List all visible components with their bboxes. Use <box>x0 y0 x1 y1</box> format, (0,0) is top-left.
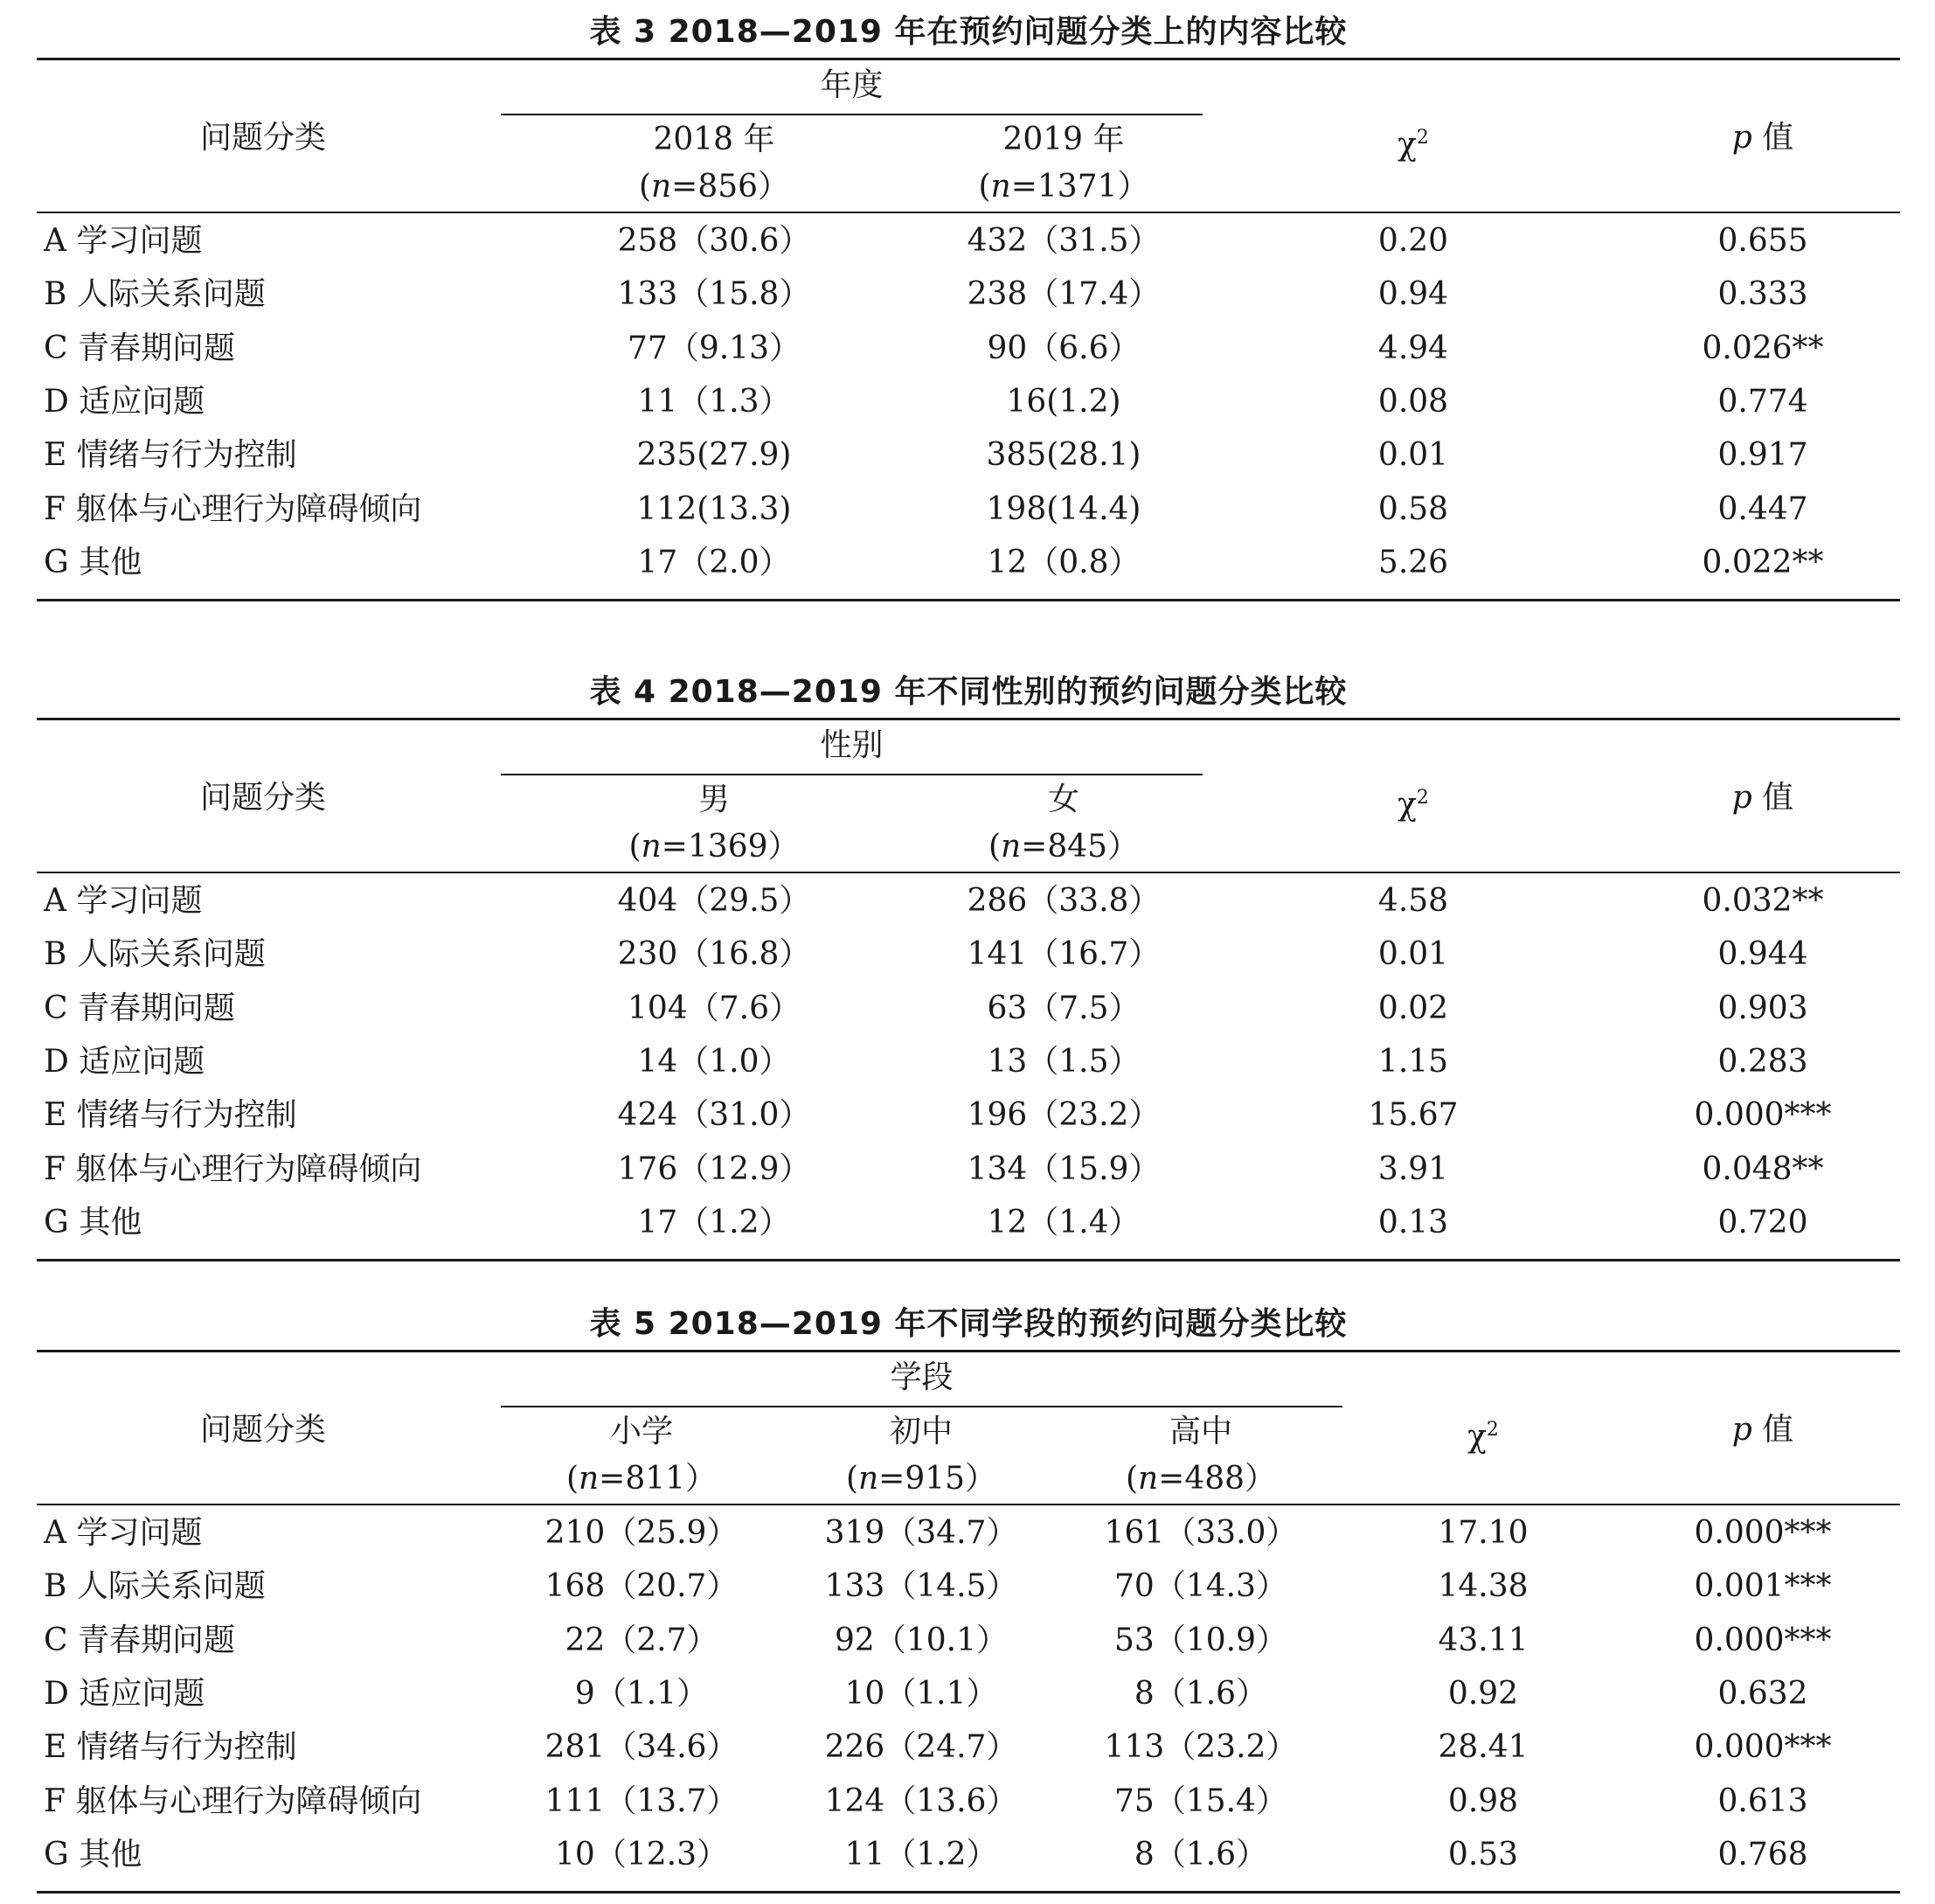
row-p-value: 0.333 <box>1717 276 1808 313</box>
row-value: 12（1.4） <box>987 1204 1141 1240</box>
row-value: 12（0.8） <box>987 544 1141 580</box>
row-value: 424（31.0） <box>617 1097 811 1134</box>
row-chi-square: 0.58 <box>1377 490 1449 527</box>
row-value: 134（15.9） <box>967 1150 1161 1187</box>
paren: ( <box>628 829 642 865</box>
row-p-value: 0.048** <box>1702 1150 1824 1187</box>
row-value: 22（2.7） <box>565 1622 718 1658</box>
column-header: 女 <box>1047 782 1080 817</box>
column-n <box>978 168 1148 206</box>
row-category: A 学习问题 <box>44 223 203 259</box>
row-category: B 人际关系问题 <box>44 276 266 313</box>
row-chi-square: 0.02 <box>1377 990 1449 1026</box>
column-header: 2018 年 <box>653 122 775 157</box>
row-value: 113（23.2） <box>1104 1729 1298 1766</box>
row-value: 404（29.5） <box>617 883 811 919</box>
row-value: 8（1.6） <box>1134 1836 1268 1873</box>
n-value: =811） <box>599 1461 718 1497</box>
row-value: 141（16.7） <box>967 936 1161 973</box>
row-value: 124（13.6） <box>824 1782 1018 1819</box>
group-underline <box>501 774 1203 775</box>
row-chi-square: 3.91 <box>1377 1150 1449 1187</box>
row-chi-square: 14.38 <box>1438 1568 1529 1605</box>
row-p-value: 0.944 <box>1717 936 1808 973</box>
row-value: 319（34.7） <box>824 1515 1018 1551</box>
paren: ( <box>845 1461 858 1497</box>
bottom-rule <box>37 1259 1900 1261</box>
n-value: =856） <box>671 169 790 205</box>
row-value: 230（16.8） <box>617 936 811 973</box>
row-value: 70（14.3） <box>1114 1568 1287 1605</box>
row-chi-square: 0.92 <box>1447 1675 1519 1712</box>
table-caption: 表 4 2018—2019 年不同性别的预约问题分类比较 <box>589 674 1348 710</box>
row-value: 286（33.8） <box>967 883 1161 919</box>
row-value: 226（24.7） <box>824 1729 1018 1766</box>
bottom-rule <box>37 599 1900 601</box>
row-category: E 情绪与行为控制 <box>44 437 297 474</box>
chi-symbol: χ <box>1398 127 1417 163</box>
row-value: 238（17.4） <box>967 276 1161 313</box>
row-chi-square: 0.20 <box>1377 223 1449 259</box>
row-category: G 其他 <box>44 1204 142 1240</box>
row-p-value: 0.000*** <box>1694 1729 1832 1766</box>
p-value-header <box>1732 1411 1794 1449</box>
row-value: 77（9.13） <box>628 330 801 366</box>
column-n <box>988 828 1139 866</box>
n-symbol: n <box>1000 829 1022 865</box>
row-value: 385(28.1) <box>986 437 1141 474</box>
row-value: 161（33.0） <box>1104 1515 1298 1551</box>
column-header: 初中 <box>889 1414 954 1449</box>
group-header: 学段 <box>890 1359 954 1395</box>
group-header: 性别 <box>820 727 884 763</box>
header-rule <box>37 1504 1900 1505</box>
row-chi-square: 43.11 <box>1438 1622 1529 1658</box>
row-value: 235(27.9) <box>636 437 792 474</box>
row-category: C 青春期问题 <box>44 990 235 1026</box>
paren: ( <box>638 169 651 205</box>
row-value: 168（20.7） <box>544 1568 739 1605</box>
row-value: 8（1.6） <box>1134 1675 1268 1712</box>
row-category: E 情绪与行为控制 <box>44 1729 297 1766</box>
p-suffix: 值 <box>1751 1412 1794 1448</box>
group-underline <box>501 114 1203 115</box>
row-category: B 人际关系问题 <box>44 936 266 973</box>
row-value: 104（7.6） <box>628 990 801 1026</box>
n-symbol: n <box>1137 1461 1159 1497</box>
row-chi-square: 5.26 <box>1377 544 1449 580</box>
row-chi-square: 4.58 <box>1377 883 1449 919</box>
chi-exponent: 2 <box>1486 1419 1499 1441</box>
row-p-value: 0.632 <box>1717 1675 1808 1712</box>
row-chi-square: 0.08 <box>1377 383 1449 420</box>
table-block <box>37 660 1900 1272</box>
row-p-value: 0.022** <box>1702 544 1824 580</box>
p-suffix: 值 <box>1751 780 1794 816</box>
row-p-value: 0.026** <box>1702 330 1824 366</box>
paren: ( <box>978 169 991 205</box>
row-chi-square: 0.53 <box>1447 1836 1519 1873</box>
row-category: E 情绪与行为控制 <box>44 1097 297 1134</box>
column-header: 小学 <box>609 1414 674 1449</box>
chi-symbol: χ <box>1398 787 1417 823</box>
row-value: 92（10.1） <box>835 1622 1008 1658</box>
p-suffix: 值 <box>1751 120 1794 156</box>
column-header: 男 <box>697 782 731 817</box>
n-symbol: n <box>641 829 662 865</box>
row-value: 198(14.4) <box>986 490 1141 527</box>
row-value: 133（14.5） <box>824 1568 1018 1605</box>
row-value: 16(1.2) <box>1006 383 1121 420</box>
row-category: A 学习问题 <box>44 1515 203 1551</box>
top-rule <box>37 718 1900 720</box>
paren: ( <box>1125 1461 1138 1497</box>
row-category: G 其他 <box>44 1836 142 1873</box>
row-value: 9（1.1） <box>574 1675 709 1712</box>
row-category: G 其他 <box>44 544 142 580</box>
row-value: 17（1.2） <box>637 1204 791 1240</box>
n-symbol: n <box>990 169 1011 205</box>
row-p-value: 0.447 <box>1717 490 1808 527</box>
column-header: 2019 年 <box>1002 122 1125 157</box>
category-header: 问题分类 <box>200 780 327 816</box>
row-value: 176（12.9） <box>617 1150 811 1187</box>
n-symbol: n <box>650 169 672 205</box>
category-header: 问题分类 <box>200 1412 327 1448</box>
row-value: 432（31.5） <box>967 223 1161 259</box>
table-caption: 表 5 2018—2019 年不同学段的预约问题分类比较 <box>589 1306 1348 1342</box>
chi-square-header <box>1398 779 1429 824</box>
row-chi-square: 0.01 <box>1377 936 1449 973</box>
row-value: 90（6.6） <box>987 330 1141 366</box>
row-category: F 躯体与心理行为障碍倾向 <box>44 1150 422 1187</box>
paren: ( <box>988 829 1001 865</box>
group-header: 年度 <box>820 67 884 103</box>
chi-exponent: 2 <box>1416 787 1429 809</box>
n-symbol: n <box>578 1461 600 1497</box>
row-value: 17（2.0） <box>637 544 791 580</box>
row-p-value: 0.032** <box>1702 883 1824 919</box>
row-p-value: 0.000*** <box>1694 1515 1832 1551</box>
n-value: =845） <box>1021 829 1140 865</box>
column-n <box>628 828 799 866</box>
row-p-value: 0.903 <box>1717 990 1808 1026</box>
row-chi-square: 1.15 <box>1377 1043 1449 1080</box>
column-n <box>1126 1460 1276 1498</box>
row-category: D 适应问题 <box>44 1675 205 1712</box>
row-value: 10（1.1） <box>844 1675 998 1712</box>
chi-square-header <box>1398 119 1429 164</box>
n-value: =1369） <box>661 829 800 865</box>
row-p-value: 0.768 <box>1717 1836 1808 1873</box>
top-rule <box>37 58 1900 60</box>
p-value-header <box>1732 119 1794 157</box>
row-chi-square: 17.10 <box>1438 1515 1529 1551</box>
row-p-value: 0.613 <box>1717 1782 1808 1819</box>
header-rule <box>37 872 1900 873</box>
row-value: 133（15.8） <box>617 276 811 313</box>
chi-symbol: χ <box>1467 1419 1487 1455</box>
row-chi-square: 28.41 <box>1438 1729 1529 1766</box>
row-value: 111（13.7） <box>544 1782 739 1819</box>
row-p-value: 0.283 <box>1717 1043 1808 1080</box>
row-category: F 躯体与心理行为障碍倾向 <box>44 1782 422 1819</box>
column-n <box>639 168 789 206</box>
row-value: 210（25.9） <box>544 1515 739 1551</box>
row-p-value: 0.720 <box>1717 1204 1808 1240</box>
row-category: C 青春期问题 <box>44 1622 235 1658</box>
p-symbol: p <box>1731 1412 1752 1448</box>
table-block <box>37 0 1900 612</box>
n-value: =1371） <box>1010 169 1149 205</box>
row-p-value: 0.001*** <box>1694 1568 1832 1605</box>
row-value: 258（30.6） <box>617 223 811 259</box>
row-category: D 适应问题 <box>44 1043 205 1080</box>
row-p-value: 0.655 <box>1717 223 1808 259</box>
n-value: =488） <box>1158 1461 1277 1497</box>
column-n <box>566 1460 717 1498</box>
row-category: C 青春期问题 <box>44 330 235 366</box>
p-symbol: p <box>1731 120 1752 156</box>
column-n <box>846 1460 996 1498</box>
row-category: F 躯体与心理行为障碍倾向 <box>44 490 422 527</box>
chi-square-header <box>1467 1411 1499 1456</box>
table-caption: 表 3 2018—2019 年在预约问题分类上的内容比较 <box>589 14 1348 50</box>
paren: ( <box>565 1461 579 1497</box>
row-chi-square: 0.94 <box>1377 276 1449 313</box>
header-rule <box>37 212 1900 213</box>
column-header: 高中 <box>1169 1414 1233 1449</box>
row-value: 10（12.3） <box>555 1836 728 1873</box>
top-rule <box>37 1350 1900 1352</box>
row-p-value: 0.917 <box>1717 437 1808 474</box>
n-symbol: n <box>857 1461 879 1497</box>
row-chi-square: 0.01 <box>1377 437 1449 474</box>
row-value: 13（1.5） <box>987 1043 1141 1080</box>
n-value: =915） <box>878 1461 997 1497</box>
category-header: 问题分类 <box>200 120 327 156</box>
row-value: 63（7.5） <box>987 990 1141 1026</box>
chi-exponent: 2 <box>1416 127 1429 149</box>
row-value: 75（15.4） <box>1114 1782 1287 1819</box>
row-value: 53（10.9） <box>1114 1622 1287 1658</box>
row-p-value: 0.774 <box>1717 383 1808 420</box>
row-p-value: 0.000*** <box>1694 1097 1832 1134</box>
row-category: B 人际关系问题 <box>44 1568 266 1605</box>
row-chi-square: 0.13 <box>1377 1204 1449 1240</box>
row-p-value: 0.000*** <box>1694 1622 1832 1658</box>
p-value-header <box>1732 779 1794 817</box>
row-chi-square: 15.67 <box>1368 1097 1459 1134</box>
row-chi-square: 0.98 <box>1447 1782 1519 1819</box>
row-value: 112(13.3) <box>636 490 792 527</box>
row-value: 196（23.2） <box>967 1097 1161 1134</box>
row-chi-square: 4.94 <box>1377 330 1449 366</box>
table-block <box>37 1292 1900 1904</box>
group-underline <box>501 1406 1342 1407</box>
row-value: 14（1.0） <box>637 1043 791 1080</box>
row-value: 281（34.6） <box>544 1729 739 1766</box>
row-category: D 适应问题 <box>44 383 205 420</box>
row-value: 11（1.3） <box>637 383 791 420</box>
row-value: 11（1.2） <box>844 1836 998 1873</box>
row-category: A 学习问题 <box>44 883 203 919</box>
p-symbol: p <box>1731 780 1752 816</box>
